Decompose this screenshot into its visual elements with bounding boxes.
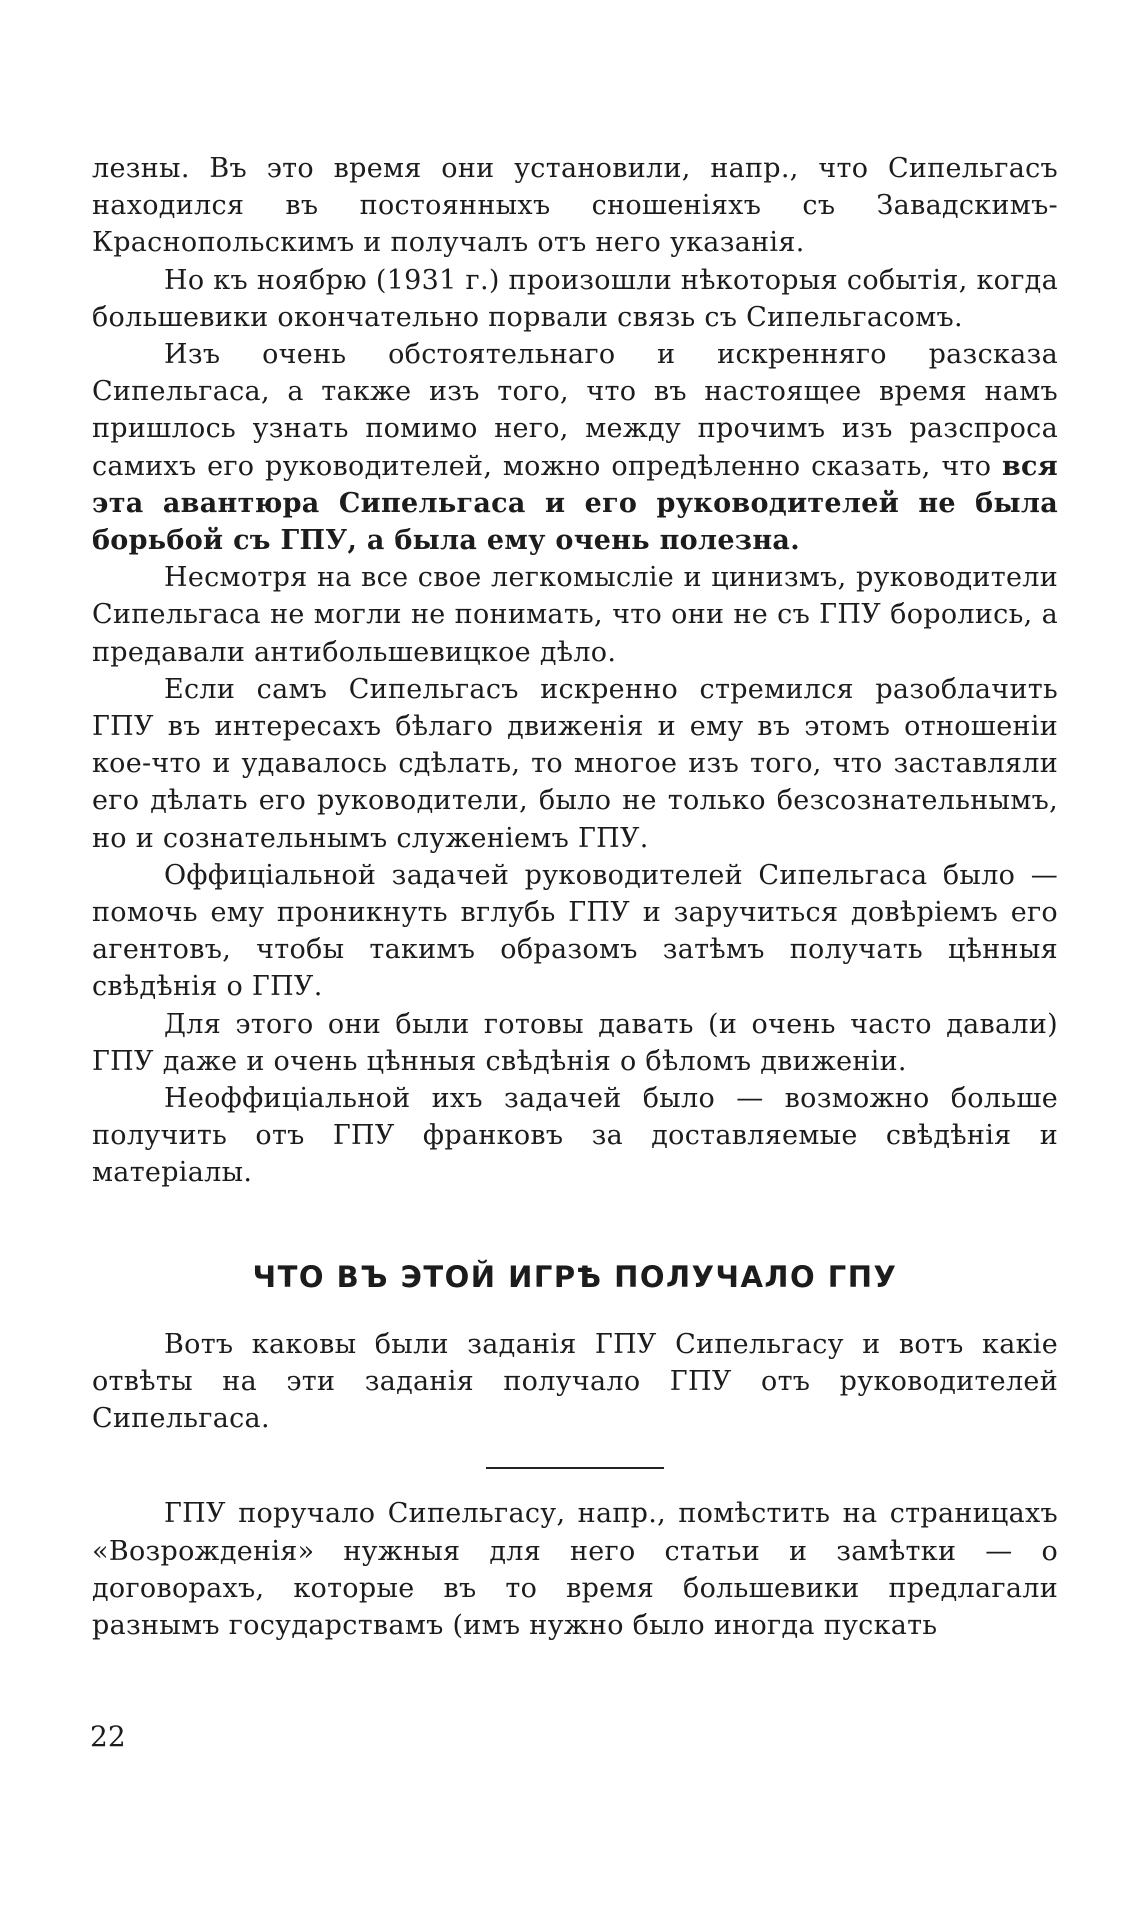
paragraph-3-bold-text: вся эта авантюра Сипельгаса и его руководителей не была борьбой съ ГПУ, а была ему очень полезна. [92, 450, 1058, 557]
paragraph-5: Если самъ Сипельгасъ искренно стремился разоблачить ГПУ въ интересахъ бѣлаго движенія и ему въ этомъ отношеніи кое-что и удавалось сдѣлать, то многое изъ того, что заставляли его дѣлать его руководители, было не только безсознательнымъ, но и сознательнымъ служеніемъ ГПУ. [92, 673, 1058, 854]
section-divider [486, 1467, 664, 1469]
paragraph-4: Несмотря на все свое легкомысліе и цинизмъ, руководители Сипельгаса не могли не понимать, что они не съ ГПУ боролись, а предавали антибольшевицкое дѣло. [92, 562, 1058, 668]
paragraph-bottom: ГПУ поручало Сипельгасу, напр., помѣстить на страницахъ «Возрожденія» нужныя для него статьи и замѣтки — о договорахъ, которые въ то время большевики предлагали разнымъ государствамъ (имъ нужно было иногда пускать [92, 1498, 1058, 1641]
section-heading: ЧТО ВЪ ЭТОЙ ИГРѢ ПОЛУЧАЛО ГПУ [252, 1259, 898, 1294]
paragraph-2: Но къ ноябрю (1931 г.) произошли нѣкоторыя событія, когда большевики окончательно порвали связь съ Сипельгасомъ. [92, 264, 1058, 333]
paragraph-6: Оффиціальной задачей руководителей Сипельгаса было — помочь ему проникнуть вглубь ГПУ и заручиться довѣріемъ его агентовъ, чтобы такимъ образомъ затѣмъ получать цѣнныя свѣдѣнія о ГПУ. [92, 859, 1058, 1003]
paragraph-1: лезны. Въ это время они установили, напр., что Сипельгасъ находился въ постоянныхъ сношеніяхъ съ Завадскимъ-Краснопольскимъ и получалъ отъ него указанія. [92, 153, 1058, 259]
paragraph-7: Для этого они были готовы давать (и очень часто давали) ГПУ даже и очень цѣнныя свѣдѣнія о бѣломъ движеніи. [92, 1008, 1058, 1077]
paragraph-3 [92, 336, 1058, 559]
paragraph-8: Неоффиціальной ихъ задачей было — возможно больше получить отъ ГПУ франковъ за доставляемые свѣдѣнія и матеріалы. [92, 1083, 1058, 1189]
paragraph-3-normal-text: Изъ очень обстоятельнаго и искренняго разсказа Сипельгаса, а также изъ того, что въ настоящее время намъ пришлось узнать помимо него, между прочимъ изъ разспроса самихъ его руководителей, можно опредѣленно сказать, что [92, 339, 1058, 482]
paragraph-after-heading: Вотъ каковы были заданія ГПУ Сипельгасу и вотъ какіе отвѣты на эти заданія получало ГПУ отъ руководителей Сипельгаса. [92, 1328, 1058, 1435]
book-page [92, 150, 1058, 1644]
page-number: 22 [90, 1720, 126, 1753]
